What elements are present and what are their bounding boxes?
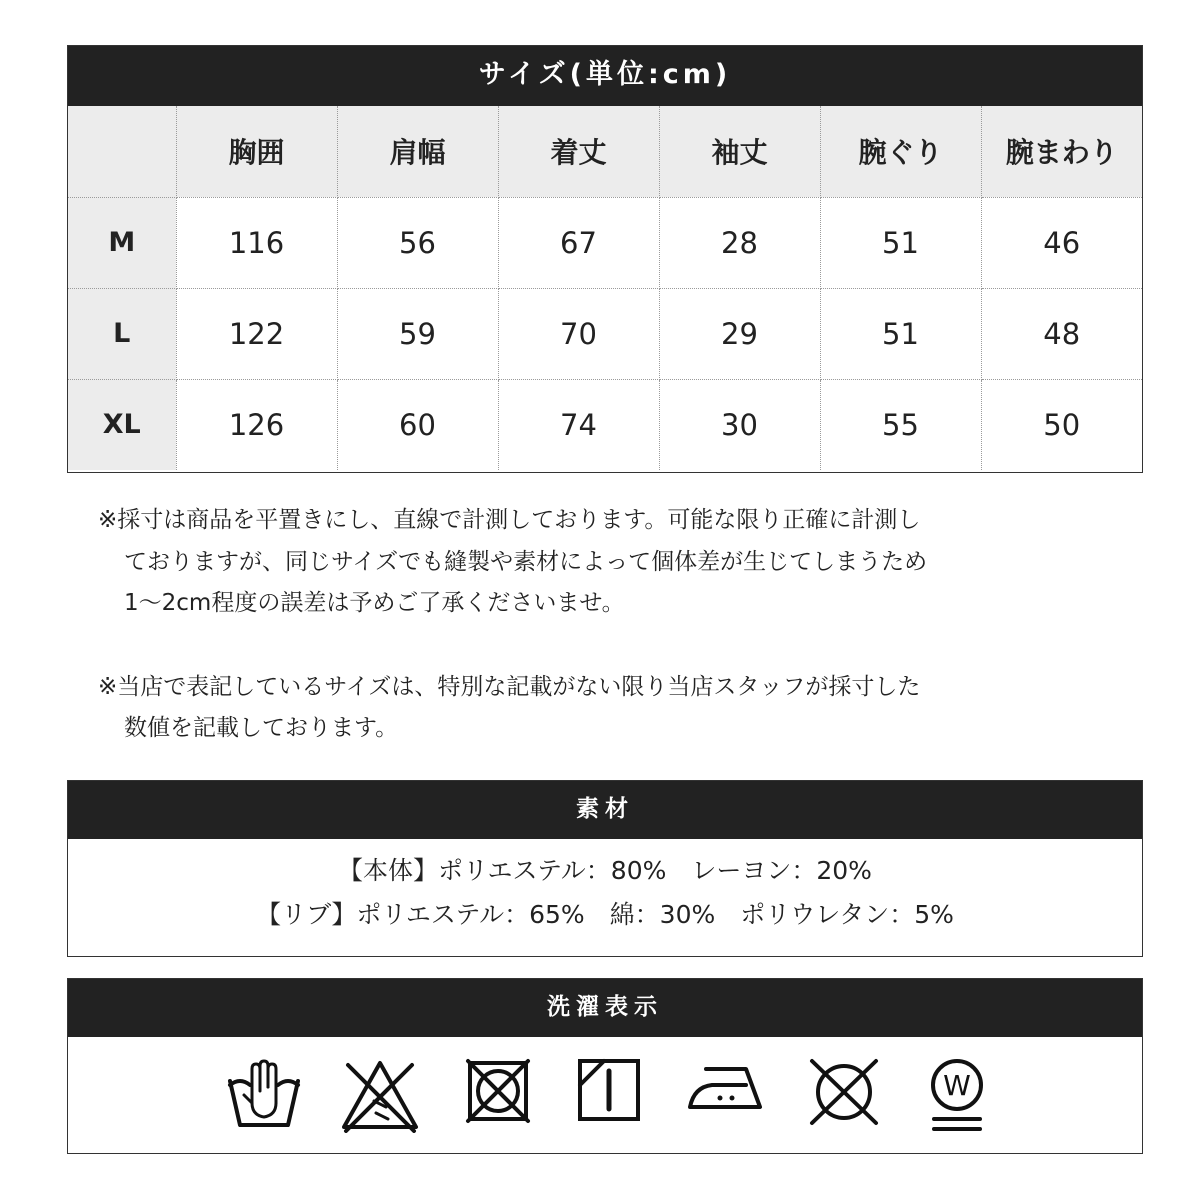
header-armhole: 腕ぐり xyxy=(820,106,981,197)
material-title: 素材 xyxy=(68,781,1142,839)
size-table-header-row xyxy=(68,106,1142,197)
header-chest: 胸囲 xyxy=(176,106,337,197)
table-cell: 56 xyxy=(337,197,498,288)
washing-icons xyxy=(68,1037,1142,1153)
measurement-note xyxy=(98,500,1058,625)
material-line-body: 【本体】ポリエステル：80% レーヨン：20% xyxy=(338,856,872,885)
table-cell: 60 xyxy=(337,379,498,470)
table-cell: 74 xyxy=(498,379,659,470)
size-table-corner xyxy=(68,106,176,197)
size-label: XL xyxy=(68,379,176,470)
table-row xyxy=(68,379,1142,470)
no-tumble-dry-icon xyxy=(464,1057,532,1125)
size-table-title: サイズ(単位:cm) xyxy=(68,46,1142,106)
note-line: 数値を記載しております。 xyxy=(124,715,399,741)
size-label: M xyxy=(68,197,176,288)
table-row xyxy=(68,288,1142,379)
header-sleeve: 袖丈 xyxy=(659,106,820,197)
wet-clean-gentle-icon xyxy=(928,1057,986,1135)
table-row xyxy=(68,197,1142,288)
note-line: 1〜2cm程度の誤差は予めご了承くださいませ。 xyxy=(124,590,625,616)
size-notes xyxy=(98,500,1058,750)
size-label: L xyxy=(68,288,176,379)
note-line: ※当店で表記しているサイズは、特別な記載がない限り当店スタッフが採寸した xyxy=(98,673,921,700)
table-cell: 51 xyxy=(820,197,981,288)
material-body xyxy=(68,839,1142,937)
header-length: 着丈 xyxy=(498,106,659,197)
no-bleach-icon xyxy=(340,1057,420,1133)
table-cell: 50 xyxy=(1043,407,1081,442)
store-size-note xyxy=(98,667,1058,750)
table-cell: 55 xyxy=(820,379,981,470)
table-cell: 59 xyxy=(337,288,498,379)
header-shoulder: 肩幅 xyxy=(337,106,498,197)
table-cell: 28 xyxy=(659,197,820,288)
table-cell: 48 xyxy=(981,288,1142,379)
material-section xyxy=(67,780,1143,957)
note-line: ておりますが、同じサイズでも縫製や素材によって個体差が生じてしまうため xyxy=(124,548,928,575)
table-cell: 30 xyxy=(659,379,820,470)
no-dry-clean-icon xyxy=(806,1057,882,1127)
svg-text:W: W xyxy=(943,1069,971,1102)
line-dry-shade-icon xyxy=(576,1057,642,1123)
iron-medium-icon xyxy=(686,1057,766,1117)
size-table xyxy=(68,106,1142,470)
table-cell: 29 xyxy=(659,288,820,379)
material-line-rib: 【リブ】ポリエステル：65% 綿：30% ポリウレタン：5% xyxy=(256,900,954,929)
table-cell: 67 xyxy=(498,197,659,288)
note-line: ※採寸は商品を平置きにし、直線で計測しております。可能な限り正確に計測し xyxy=(98,507,921,533)
table-cell: 116 xyxy=(176,197,337,288)
washing-title: 洗濯表示 xyxy=(68,979,1142,1037)
table-cell: 122 xyxy=(176,288,337,379)
header-arm-circumference: 腕まわり xyxy=(981,106,1142,197)
hand-wash-icon xyxy=(226,1057,302,1133)
size-table-section xyxy=(67,45,1143,473)
table-cell: 126 xyxy=(176,379,337,470)
table-cell: 46 xyxy=(981,197,1142,288)
table-cell: 70 xyxy=(498,288,659,379)
table-cell: 51 xyxy=(820,288,981,379)
washing-section xyxy=(67,978,1143,1154)
